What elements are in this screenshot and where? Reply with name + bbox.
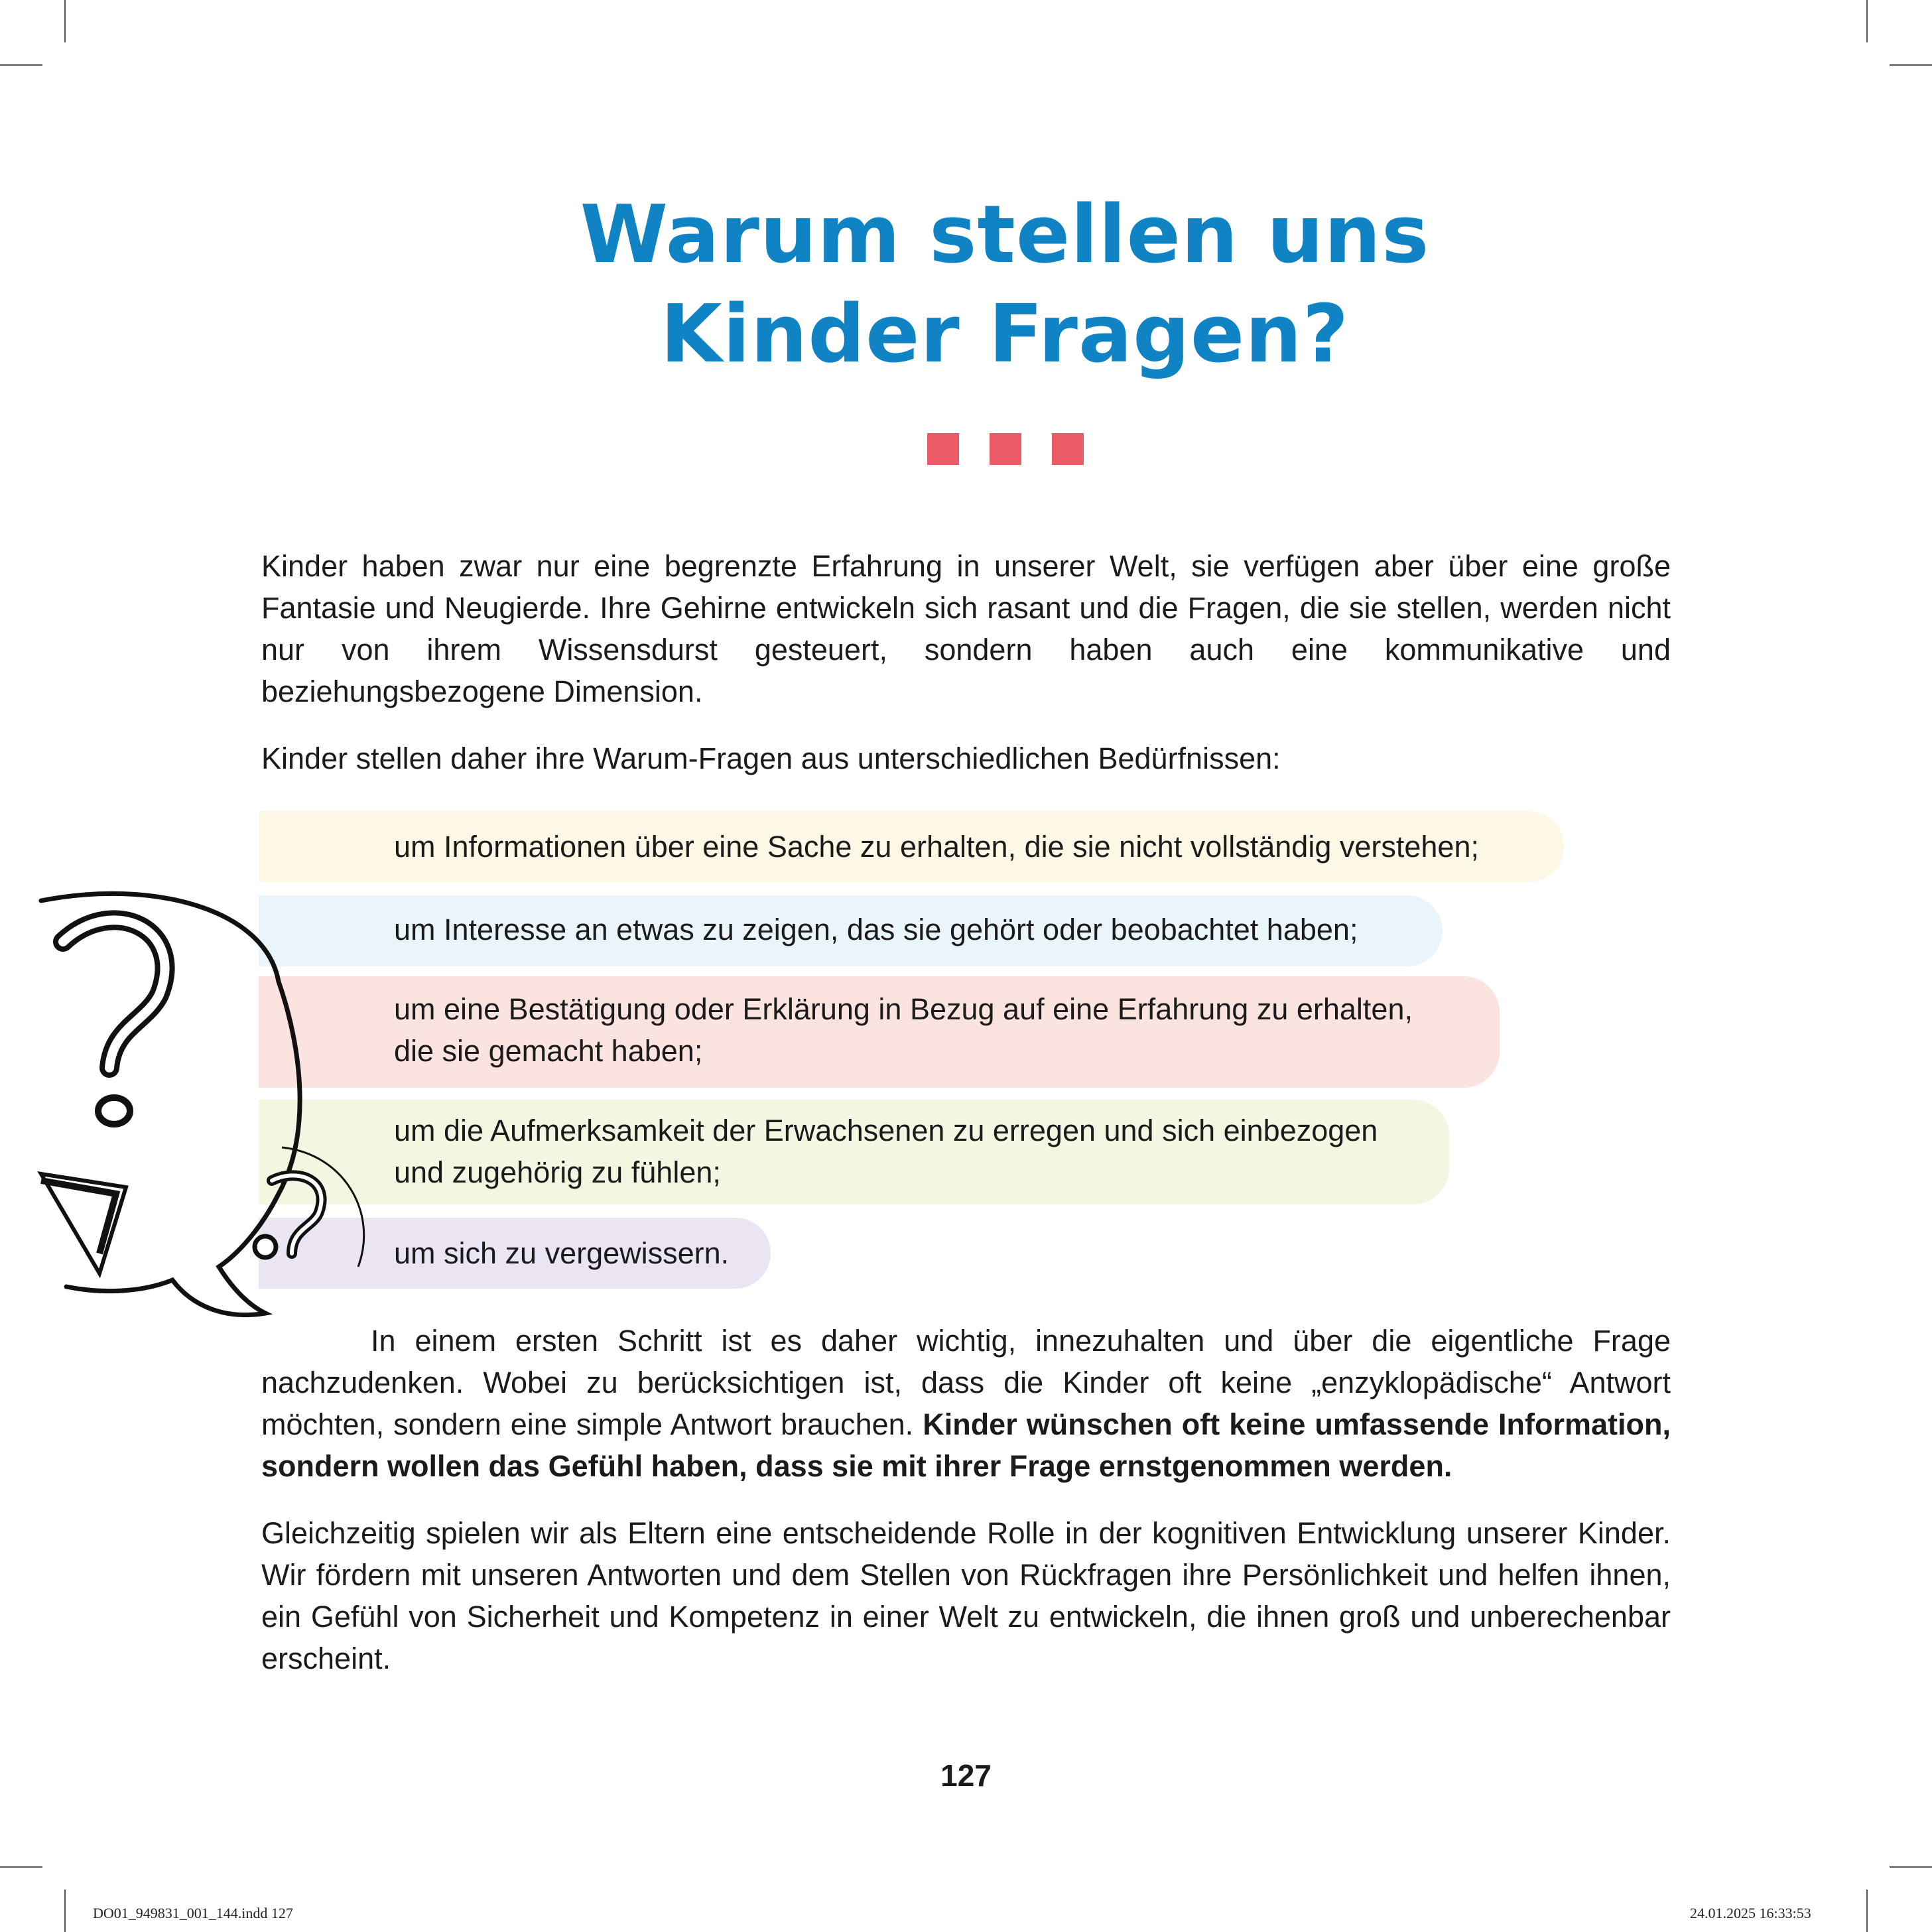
need-text: um sich zu vergewissern.	[394, 1236, 730, 1270]
page-title	[0, 186, 1932, 385]
crop-mark	[0, 64, 42, 66]
dot	[990, 433, 1021, 465]
body-paragraph: Gleichzeitig spielen wir als Eltern eine entscheidende Rolle in der kognitiven Entwicklung unserer Kinder. Wir fördern mit unseren Antworten und dem Stellen von Rückfragen ihre Persönlichkeit und helfen ihnen, ein Gefühl von Sicherheit und Kompetenz in einer Welt zu entwickeln, die ihnen groß und unberechenbar erscheint.	[261, 1516, 1671, 1675]
crop-mark	[1866, 0, 1868, 42]
intro-paragraph: Kinder haben zwar nur eine begrenzte Erfahrung in unserer Welt, sie verfügen aber über eine große Fantasie und Neugierde. Ihre Gehirne entwickeln sich rasant und die Fragen, die sie stellen, werden nicht nur von ihrem Wissensdurst gesteuert, sondern haben auch eine kommunikative und beziehungsbezogene Dimension.	[261, 549, 1671, 708]
need-item	[259, 811, 1564, 882]
page-number: 127	[940, 1758, 992, 1793]
need-text: um Informationen über eine Sache zu erhalten, die sie nicht vollständig verstehen;	[394, 830, 1479, 864]
title-line-1: Warum stellen uns	[580, 189, 1430, 281]
need-text: um Interesse an etwas zu zeigen, das sie gehört oder beobachtet haben;	[394, 913, 1358, 946]
slug-filename: DO01_949831_001_144.indd 127	[93, 1905, 293, 1921]
large-question-mark-icon	[63, 920, 165, 1124]
lead-paragraph: Kinder stellen daher ihre Warum-Fragen aus unterschiedlichen Bedürfnissen:	[261, 741, 1281, 775]
emphasis-text: Kinder wünschen oft keine umfassende Information, sondern wollen das Gefühl haben, dass sie mit ihrer Frage ernstgenommen werden.	[261, 1407, 1671, 1483]
dot	[1052, 433, 1084, 465]
need-item	[259, 976, 1500, 1088]
slug-datetime: 24.01.2025 16:33:53	[1690, 1905, 1811, 1921]
question-bubble-illustration	[0, 882, 398, 1346]
need-text: und zugehörig zu fühlen;	[394, 1155, 721, 1189]
need-item	[259, 895, 1443, 966]
title-line-2: Kinder Fragen?	[660, 289, 1350, 381]
need-item	[259, 1100, 1449, 1204]
crop-mark	[1890, 64, 1932, 66]
crop-mark	[64, 0, 66, 42]
crop-mark	[1866, 1890, 1868, 1932]
body-paragraph	[261, 1320, 1671, 1487]
dot	[927, 433, 959, 465]
need-text: die sie gemacht haben;	[394, 1034, 703, 1068]
crop-mark	[64, 1890, 66, 1932]
crop-mark	[1890, 1866, 1932, 1868]
body-text: In einem ersten Schritt ist es daher wichtig, innezuhalten und über die eigentliche Frage nachzudenken. Wobei zu berücksichtigen ist, dass die Kinder oft keine „enzyklopädische“ Antwort möchten, sondern eine simple Antwort brauchen.	[261, 1324, 1671, 1441]
need-text: um die Aufmerksamkeit der Erwachsenen zu erregen und sich einbezogen	[394, 1114, 1378, 1147]
need-text: um eine Bestätigung oder Erklärung in Bezug auf eine Erfahrung zu erhalten,	[394, 992, 1413, 1026]
crop-mark	[0, 1866, 42, 1868]
